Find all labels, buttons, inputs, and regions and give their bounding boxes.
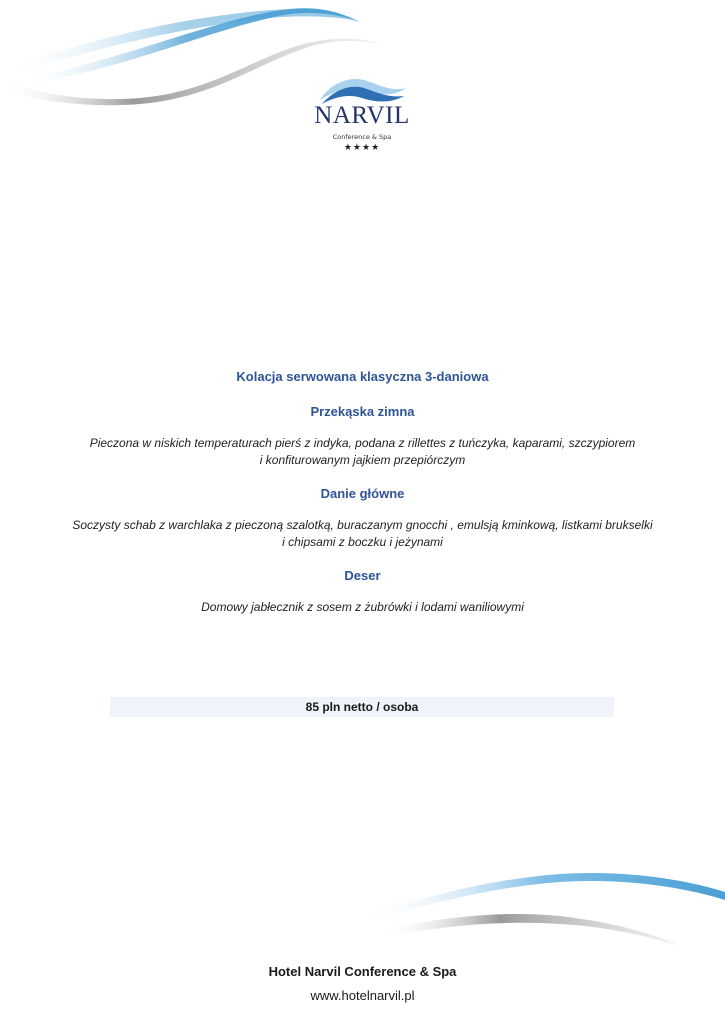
course-heading-dessert: Deser — [344, 568, 381, 583]
menu-title: Kolacja serwowana klasyczna 3-daniowa — [236, 369, 489, 384]
course-heading-starter: Przekąska zimna — [310, 404, 415, 419]
bottom-wave-decoration — [0, 860, 725, 950]
hotel-logo — [312, 74, 412, 156]
logo-subtitle: Conference & Spa — [332, 133, 392, 141]
course-description-line: Soczysty schab z warchlaka z pieczoną szalotką, buraczanym gnocchi , emulsją kminkową, listkami brukselki — [72, 518, 653, 532]
course-description-line: i konfiturowanym jajkiem przepiórczym — [259, 453, 466, 467]
course-description-line: Domowy jabłecznik z sosem z żubrówki i lodami waniliowymi — [201, 600, 524, 614]
course-description-line: i chipsami z boczku i jeżynami — [282, 535, 443, 549]
logo-stars: ★★★★ — [343, 142, 381, 152]
footer-hotel-name: Hotel Narvil Conference & Spa — [268, 964, 457, 979]
price-label: 85 pln netto / osoba — [305, 700, 419, 714]
course-heading-main: Danie główne — [320, 486, 405, 501]
price-bar — [110, 697, 614, 717]
footer-website-link[interactable]: www.hotelnarvil.pl — [310, 988, 415, 1003]
logo-wordmark: NARVIL — [314, 102, 410, 129]
course-description-line: Pieczona w niskich temperaturach pierś z indyka, podana z rillettes z tuńczyka, kaparami, szczypiorem — [89, 436, 636, 450]
